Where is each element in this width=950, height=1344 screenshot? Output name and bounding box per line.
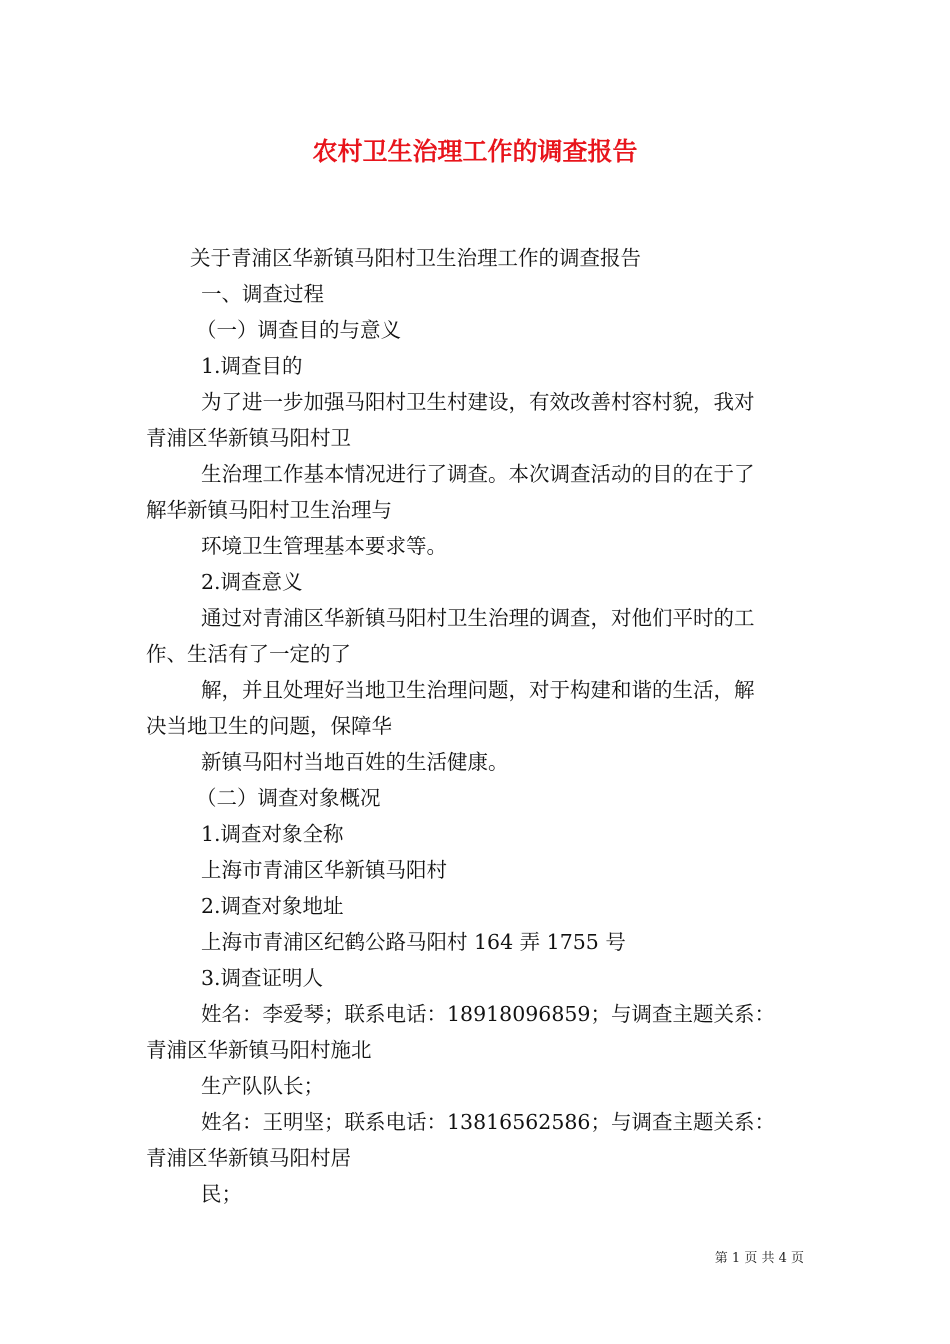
body-line: 生治理工作基本情况进行了调查。本次调查活动的目的在于了 xyxy=(201,462,755,486)
body-line: 环境卫生管理基本要求等。 xyxy=(201,534,447,558)
body-line: 新镇马阳村当地百姓的生活健康。 xyxy=(201,750,509,774)
document-title: 农村卫生治理工作的调查报告 xyxy=(312,137,638,166)
body-line: 青浦区华新镇马阳村施北 xyxy=(146,1038,372,1062)
body-line: 为了进一步加强马阳村卫生村建设，有效改善村容村貌，我对 xyxy=(201,390,755,414)
body-line: 决当地卫生的问题，保障华 xyxy=(146,714,392,738)
body-line: 作、生活有了一定的了 xyxy=(146,642,351,666)
body-line: 青浦区华新镇马阳村居 xyxy=(146,1146,351,1170)
body-line: 通过对青浦区华新镇马阳村卫生治理的调查，对他们平时的工 xyxy=(201,606,755,630)
item-heading: 2.调查意义 xyxy=(201,570,303,594)
item-heading: 2.调查对象地址 xyxy=(201,894,344,918)
subsection-heading: （二）调查对象概况 xyxy=(196,786,381,810)
body-line: 姓名：王明坚；联系电话：13816562586；与调查主题关系： xyxy=(201,1110,775,1134)
body-line: 关于青浦区华新镇马阳村卫生治理工作的调查报告 xyxy=(190,246,641,270)
body-line: 解，并且处理好当地卫生治理问题，对于构建和谐的生活，解 xyxy=(201,678,755,702)
item-heading: 1.调查目的 xyxy=(201,354,303,378)
page-number-footer: 第 1 页 共 4 页 xyxy=(714,1251,804,1266)
item-heading: 1.调查对象全称 xyxy=(201,822,344,846)
body-line: 青浦区华新镇马阳村卫 xyxy=(146,426,351,450)
body-line: 上海市青浦区纪鹤公路马阳村 164 弄 1755 号 xyxy=(201,930,626,954)
section-heading: 一、调查过程 xyxy=(201,282,324,306)
body-line: 民； xyxy=(201,1182,242,1206)
body-line: 姓名：李爱琴；联系电话：18918096859；与调查主题关系： xyxy=(201,1002,775,1026)
body-line: 上海市青浦区华新镇马阳村 xyxy=(201,858,447,882)
body-line: 生产队队长； xyxy=(201,1074,324,1098)
body-line: 解华新镇马阳村卫生治理与 xyxy=(146,498,392,522)
document-body xyxy=(146,240,810,1212)
subsection-heading: （一）调查目的与意义 xyxy=(196,318,401,342)
item-heading: 3.调查证明人 xyxy=(201,966,324,990)
